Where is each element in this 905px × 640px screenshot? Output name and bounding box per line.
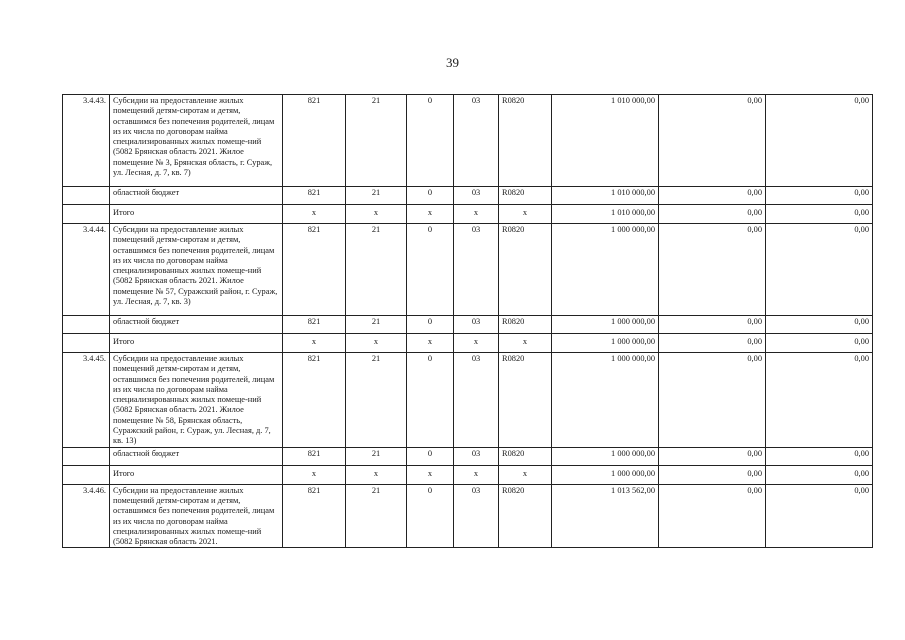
admin-code: 821 [283, 224, 346, 316]
amount-year-3: 0,00 [766, 205, 873, 224]
admin-code: 821 [283, 484, 346, 548]
admin-code: 821 [283, 447, 346, 465]
amount-year-3: 0,00 [766, 465, 873, 484]
table-row [63, 95, 873, 187]
row-description: Итого [110, 334, 283, 353]
subprogram-code: х [454, 334, 499, 353]
admin-code: 821 [283, 353, 346, 448]
row-number: 3.4.43. [63, 95, 110, 187]
amount-year-2: 0,00 [659, 187, 766, 205]
admin-code: 821 [283, 187, 346, 205]
admin-code: х [283, 334, 346, 353]
target-code: R0820 [499, 95, 552, 187]
subprogram-code: 03 [454, 353, 499, 448]
admin-code: х [283, 205, 346, 224]
admin-code: 821 [283, 316, 346, 334]
table-row [63, 447, 873, 465]
program-code: х [407, 465, 454, 484]
amount-year-1: 1 000 000,00 [552, 353, 659, 448]
subprogram-code: 03 [454, 447, 499, 465]
amount-year-2: 0,00 [659, 224, 766, 316]
amount-year-1: 1 010 000,00 [552, 95, 659, 187]
amount-year-3: 0,00 [766, 484, 873, 548]
section-code: 21 [346, 353, 407, 448]
amount-year-2: 0,00 [659, 484, 766, 548]
amount-year-1: 1 010 000,00 [552, 187, 659, 205]
section-code: 21 [346, 224, 407, 316]
amount-year-3: 0,00 [766, 187, 873, 205]
amount-year-1: 1 000 000,00 [552, 465, 659, 484]
section-code: 21 [346, 447, 407, 465]
row-number [63, 187, 110, 205]
amount-year-1: 1 010 000,00 [552, 205, 659, 224]
row-number: 3.4.46. [63, 484, 110, 548]
subprogram-code: х [454, 205, 499, 224]
subprogram-code: 03 [454, 224, 499, 316]
row-number [63, 334, 110, 353]
subprogram-code: 03 [454, 95, 499, 187]
subprogram-code: х [454, 465, 499, 484]
amount-year-2: 0,00 [659, 465, 766, 484]
amount-year-1: 1 000 000,00 [552, 316, 659, 334]
amount-year-1: 1 000 000,00 [552, 334, 659, 353]
program-code: 0 [407, 316, 454, 334]
section-code: х [346, 465, 407, 484]
table-row [63, 224, 873, 316]
amount-year-1: 1 000 000,00 [552, 224, 659, 316]
target-code: R0820 [499, 224, 552, 316]
budget-table [62, 94, 873, 548]
table-row [63, 205, 873, 224]
row-description: Субсидии на предоставление жилых помещений детям-сиротам и детям, оставшимся без попечения родителей, лицам из их числа по договорам найма специализированных жилых помеще-ний (5082 Брянская область 2021. Жилое помещение № 3, Брянская область, г. Сураж, ул. Лесная, д. 7, кв. 7) [110, 95, 283, 187]
target-code: х [499, 465, 552, 484]
amount-year-3: 0,00 [766, 334, 873, 353]
program-code: 0 [407, 95, 454, 187]
table-row [63, 484, 873, 548]
amount-year-3: 0,00 [766, 316, 873, 334]
target-code: R0820 [499, 353, 552, 448]
table-row [63, 465, 873, 484]
row-description: областной бюджет [110, 447, 283, 465]
section-code: 21 [346, 95, 407, 187]
row-description: Итого [110, 205, 283, 224]
section-code: х [346, 334, 407, 353]
row-description: Субсидии на предоставление жилых помещений детям-сиротам и детям, оставшимся без попечения родителей, лицам из их числа по договорам найма специализированных жилых помеще-ний (5082 Брянская область 2021. Жилое помещение № 57, Суражский район, г. Сураж, ул. Лесная, д. 7, кв. 3) [110, 224, 283, 316]
section-code: 21 [346, 316, 407, 334]
target-code: R0820 [499, 447, 552, 465]
row-description: Субсидии на предоставление жилых помещений детям-сиротам и детям, оставшимся без попечения родителей, лицам из их числа по договорам найма специализированных жилых помеще-ний (5082 Брянская область 2021. [110, 484, 283, 548]
subprogram-code: 03 [454, 484, 499, 548]
table-row [63, 334, 873, 353]
row-description: Субсидии на предоставление жилых помещений детям-сиротам и детям, оставшимся без попечения родителей, лицам из их числа по договорам найма специализированных жилых помеще-ний (5082 Брянская область 2021. Жилое помещение № 58, Брянская область, Суражский район, г. Сураж, ул. Лесная, д. 7, кв. 13) [110, 353, 283, 448]
target-code: R0820 [499, 484, 552, 548]
row-description: областной бюджет [110, 316, 283, 334]
row-number [63, 205, 110, 224]
program-code: 0 [407, 447, 454, 465]
row-description: областной бюджет [110, 187, 283, 205]
page-number: 39 [446, 55, 459, 70]
target-code: х [499, 334, 552, 353]
subprogram-code: 03 [454, 316, 499, 334]
row-number: 3.4.44. [63, 224, 110, 316]
row-description: Итого [110, 465, 283, 484]
admin-code: х [283, 465, 346, 484]
amount-year-2: 0,00 [659, 316, 766, 334]
table-row [63, 316, 873, 334]
amount-year-2: 0,00 [659, 334, 766, 353]
amount-year-3: 0,00 [766, 447, 873, 465]
target-code: R0820 [499, 316, 552, 334]
amount-year-2: 0,00 [659, 447, 766, 465]
amount-year-1: 1 013 562,00 [552, 484, 659, 548]
admin-code: 821 [283, 95, 346, 187]
section-code: 21 [346, 187, 407, 205]
amount-year-1: 1 000 000,00 [552, 447, 659, 465]
program-code: х [407, 205, 454, 224]
program-code: 0 [407, 353, 454, 448]
row-number: 3.4.45. [63, 353, 110, 448]
amount-year-3: 0,00 [766, 353, 873, 448]
section-code: 21 [346, 484, 407, 548]
program-code: 0 [407, 484, 454, 548]
program-code: 0 [407, 187, 454, 205]
amount-year-2: 0,00 [659, 205, 766, 224]
program-code: 0 [407, 224, 454, 316]
section-code: х [346, 205, 407, 224]
row-number [63, 316, 110, 334]
amount-year-3: 0,00 [766, 95, 873, 187]
table-row [63, 187, 873, 205]
row-number [63, 447, 110, 465]
target-code: R0820 [499, 187, 552, 205]
subprogram-code: 03 [454, 187, 499, 205]
target-code: х [499, 205, 552, 224]
program-code: х [407, 334, 454, 353]
row-number [63, 465, 110, 484]
amount-year-2: 0,00 [659, 353, 766, 448]
amount-year-2: 0,00 [659, 95, 766, 187]
amount-year-3: 0,00 [766, 224, 873, 316]
table-row [63, 353, 873, 448]
